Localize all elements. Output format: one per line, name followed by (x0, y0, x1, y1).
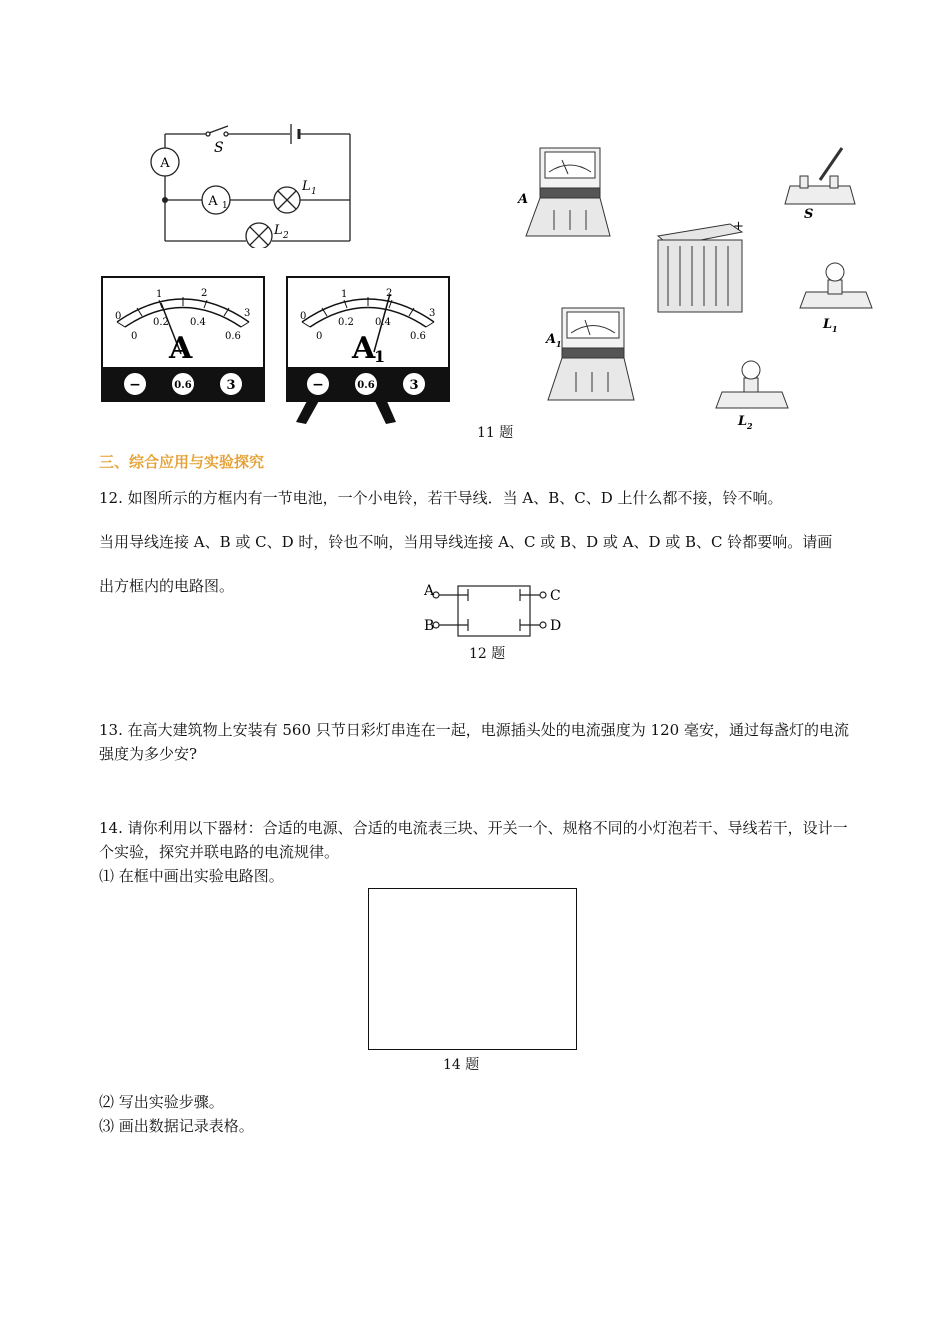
q14-part3: ⑶ 画出数据记录表格。 (99, 1117, 254, 1135)
meter-a-upper-0: 0 (115, 311, 122, 322)
meter-a-terminal-neg: − (129, 377, 141, 393)
circuit-ammeter-a1-sub: 1 (222, 201, 228, 211)
meter-a1-lower-1: 0.2 (338, 317, 354, 328)
terminal-c-label: C (550, 588, 561, 604)
object-battery (658, 224, 742, 312)
q11-circuit-diagram (140, 118, 370, 248)
meter-a-lower-1: 0.2 (153, 317, 169, 328)
circuit-switch-label: S (214, 140, 224, 156)
object-lamp1 (800, 263, 872, 308)
meter-a1-terminal-06: 0.6 (357, 380, 375, 391)
q14-drawing-box (368, 888, 577, 1050)
circuit-ammeter-a-label: A (160, 156, 170, 171)
circuit-lamp2-label: L (274, 223, 283, 238)
meter-a-upper-2: 2 (201, 288, 208, 299)
meter-a-lower-2: 0.4 (190, 317, 206, 328)
circuit-ammeter-a1-label: A (208, 194, 218, 209)
object-ammeter-a1-label: A (546, 332, 557, 347)
meter-a1-sub: 1 (374, 347, 386, 366)
battery-plus-sign: + (733, 219, 744, 234)
q11-physical-objects (490, 128, 875, 433)
meter-a (101, 276, 265, 402)
object-ammeter-a1 (548, 308, 634, 400)
meter-a1-terminal-3: 3 (409, 378, 419, 393)
q12-text-line3: 出方框内的电路图。 (99, 577, 235, 595)
meter-a1-lower-3: 0.6 (410, 331, 426, 342)
q12-text-line2: 当用导线连接 A、B 或 C、D 时，铃也不响，当用导线连接 A、C 或 B、D 或 A、D 或 B、C 铃都要响。请画 (99, 533, 833, 551)
meter-a1 (286, 276, 450, 426)
terminal-a-label: A (424, 583, 435, 599)
object-lamp1-sub: 1 (832, 324, 838, 334)
q12-text-line1: 12. 如图所示的方框内有一节电池，一个小电铃，若干导线．当 A、B、C、D 上什么都不接，铃不响。 (99, 489, 783, 507)
terminal-b-label: B (424, 618, 435, 634)
q12-caption: 12 题 (469, 646, 506, 662)
meter-a1-upper-0: 0 (300, 311, 307, 322)
meter-a-terminal-06: 0.6 (174, 380, 192, 391)
circuit-lamp2-sub: 2 (283, 231, 289, 241)
meter-a-terminal-3: 3 (226, 378, 236, 393)
circuit-lamp1-label: L (302, 179, 311, 194)
q13-text: 13. 在高大建筑物上安装有 560 只节日彩灯串连在一起，电源插头处的电流强度为 120 毫安，通过每盏灯的电流强度为多少安? (99, 721, 849, 763)
object-lamp2-sub: 2 (747, 421, 753, 431)
q14-text: 14. 请你利用以下器材：合适的电源、合适的电流表三块、开关一个、规格不同的小灯泡若干、导线若干，设计一个实验，探究并联电路的电流规律。 (99, 819, 848, 861)
circuit-lamp1-sub: 1 (311, 187, 317, 197)
terminal-d-label: D (550, 618, 562, 634)
object-ammeter-a-label: A (518, 192, 529, 207)
meter-a1-lower-0: 0 (316, 331, 323, 342)
q14-part1: ⑴ 在框中画出实验电路图。 (99, 867, 284, 885)
object-ammeter-a (526, 148, 610, 236)
q11-caption: 11 题 (477, 425, 514, 441)
meter-a1-upper-3: 3 (429, 308, 436, 319)
meter-a-letter: A (169, 331, 193, 366)
q12-box-diagram (420, 580, 570, 642)
object-switch (785, 148, 855, 204)
q14-caption: 14 题 (443, 1057, 480, 1073)
meter-a-upper-1: 1 (156, 289, 163, 300)
meter-a1-upper-2: 2 (386, 288, 393, 299)
section-title: 三、综合应用与实验探究 (99, 453, 265, 471)
object-lamp2-label: L (738, 414, 748, 429)
meter-a1-upper-1: 1 (341, 289, 348, 300)
meter-a1-lower-2: 0.4 (375, 317, 391, 328)
meter-a-lower-3: 0.6 (225, 331, 241, 342)
object-switch-label: S (804, 207, 814, 222)
object-ammeter-a1-sub: 1 (556, 339, 562, 349)
q14-part2: ⑵ 写出实验步骤。 (99, 1093, 224, 1111)
meter-a1-terminal-neg: − (312, 377, 324, 393)
meter-a1-letter: A (352, 331, 376, 366)
meter-a-upper-3: 3 (244, 308, 251, 319)
object-lamp1-label: L (823, 317, 833, 332)
meter-a-lower-0: 0 (131, 331, 138, 342)
object-lamp2 (716, 361, 788, 408)
